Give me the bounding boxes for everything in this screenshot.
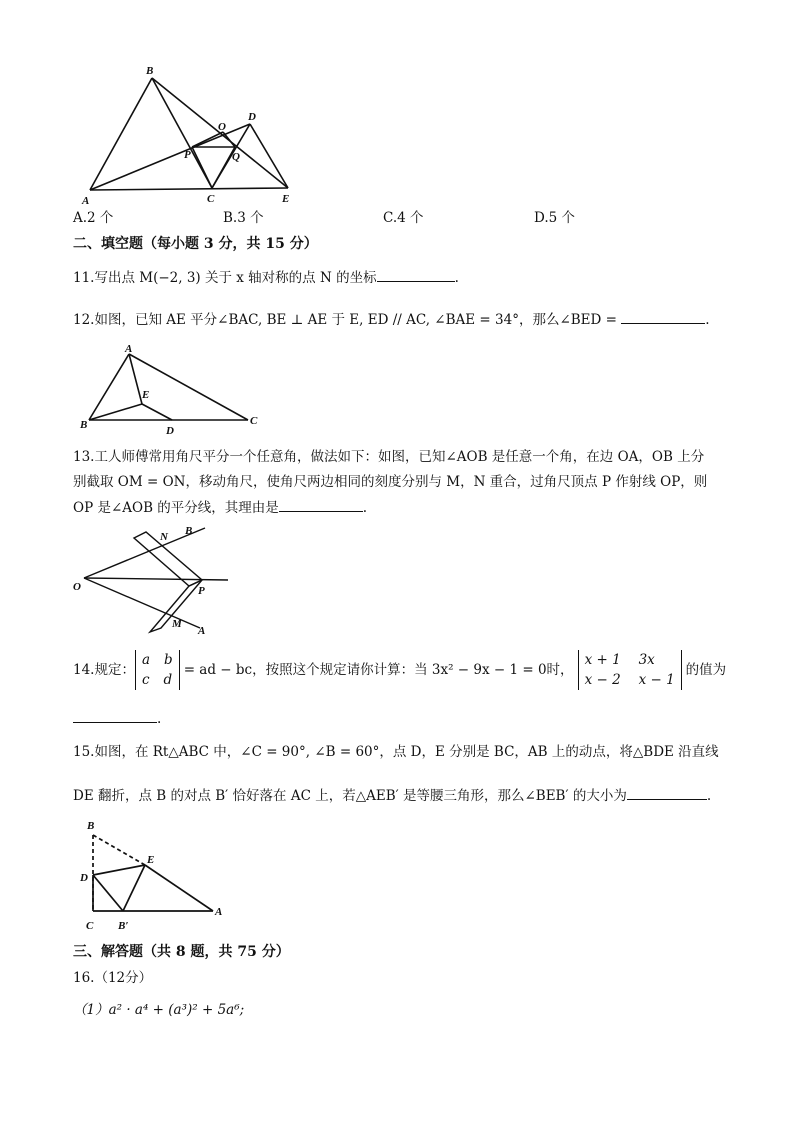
q10-option-b: B.3 个 <box>223 210 264 226</box>
q15-line2: DE 翻折，点 B 的对点 B′ 恰好落在 AC 上，若△AEB′ 是等腰三角形，那么∠BEB′ 的大小为 <box>73 788 627 804</box>
fig15-label-A: A <box>215 906 223 918</box>
fig10-label-A: A <box>82 195 90 207</box>
section-3-heading: 三、解答题（共 8 题，共 75 分） <box>73 944 290 960</box>
q12-text: 12.如图，已知 AE 平分∠BAC, BE ⊥ AE 于 E, ED // AC, ∠BAE = 34°，那么∠BED = <box>73 312 617 328</box>
fig10-label-P: P <box>184 149 191 161</box>
fig15-label-D: D <box>80 872 88 884</box>
fig12-label-C: C <box>250 415 258 427</box>
q14-answer-blank[interactable] <box>73 708 157 723</box>
det1-d: d <box>163 672 173 688</box>
q14-determinant-1 <box>135 650 180 690</box>
fig10-label-E: E <box>282 193 290 205</box>
question-14 <box>73 650 726 690</box>
fig13-label-B: B <box>185 525 193 537</box>
fig13-label-N: N <box>160 531 168 543</box>
q13-end: . <box>362 500 368 516</box>
q13-line1: 13.工人师傅常用角尺平分一个任意角，做法如下：如图，已知∠AOB 是任意一个角，在边 OA，OB 上分 <box>73 449 705 465</box>
section-2-heading: 二、填空题（每小题 3 分，共 15 分） <box>73 236 318 252</box>
det2-c: x − 2 <box>584 672 621 688</box>
fig13-label-A: A <box>198 625 206 637</box>
q10-option-a: A.2 个 <box>73 210 114 226</box>
det1-b: b <box>164 652 173 668</box>
figure-q12 <box>76 342 266 438</box>
question-12 <box>73 309 710 330</box>
fig15-label-C: C <box>86 920 94 932</box>
q16-title: 16.（12分） <box>73 970 153 986</box>
det2-a: x + 1 <box>584 652 621 668</box>
fig10-label-Q: Q <box>232 151 240 163</box>
fig12-label-B: B <box>80 419 88 431</box>
fig13-label-M: M <box>172 618 182 630</box>
q15-line1: 15.如图，在 Rt△ABC 中，∠C = 90°, ∠B = 60°，点 D，E 分别是 BC，AB 上的动点，将△BDE 沿直线 <box>73 744 719 760</box>
q13-line3: OP 是∠AOB 的平分线，其理由是 <box>73 500 279 516</box>
q14-determinant-2 <box>578 650 682 690</box>
q14-prefix: 14.规定： <box>73 662 135 678</box>
q14-end: . <box>157 711 162 727</box>
figure-q10 <box>80 60 300 210</box>
q10-option-c: C.4 个 <box>383 210 424 226</box>
fig12-label-E: E <box>142 389 150 401</box>
q15-answer-blank[interactable] <box>627 785 707 800</box>
q14-answer-line <box>73 708 161 729</box>
q15-end: . <box>706 788 712 804</box>
det2-d: x − 1 <box>638 672 675 688</box>
fig15-label-E: E <box>147 854 155 866</box>
figure-q13 <box>70 520 240 640</box>
fig13-label-O: O <box>73 581 81 593</box>
det2-b: 3x <box>638 652 655 668</box>
fig13-label-P: P <box>198 585 205 597</box>
q10-option-d: D.5 个 <box>534 210 576 226</box>
det1-c: c <box>141 672 150 688</box>
q12-answer-blank[interactable] <box>621 309 705 324</box>
fig12-label-D: D <box>166 425 174 437</box>
question-11 <box>73 267 459 288</box>
fig10-label-B: B <box>146 65 154 77</box>
fig12-label-A: A <box>125 343 133 355</box>
fig10-label-C: C <box>207 193 215 205</box>
q13-line2: 别截取 OM = ON，移动角尺，使角尺两边相同的刻度分别与 M，N 重合，过角尺顶点 P 作射线 OP，则 <box>73 474 708 490</box>
q16-part1: （1）a² · a⁴ + (a³)² + 5a⁶; <box>73 1002 245 1018</box>
q15-line2-wrap <box>73 785 711 806</box>
figure-q15 <box>78 815 228 937</box>
q14-suffix: 的值为 <box>685 662 727 678</box>
fig10-label-D: D <box>248 111 256 123</box>
q12-end: . <box>705 312 710 328</box>
q11-answer-blank[interactable] <box>377 267 455 282</box>
q11-text: 11.写出点 M(−2, 3) 关于 x 轴对称的点 N 的坐标 <box>73 270 377 286</box>
q13-answer-blank[interactable] <box>279 497 363 512</box>
fig15-label-B1: B′ <box>118 920 129 932</box>
fig10-label-O: O <box>218 121 226 133</box>
q11-end: . <box>454 270 459 286</box>
q13-line3-wrap <box>73 497 367 518</box>
q14-equation: = ad − bc，按照这个规定请你计算：当 3x² − 9x − 1 = 0时， <box>183 662 574 678</box>
det1-a: a <box>141 652 151 668</box>
fig15-label-B: B <box>87 820 95 832</box>
